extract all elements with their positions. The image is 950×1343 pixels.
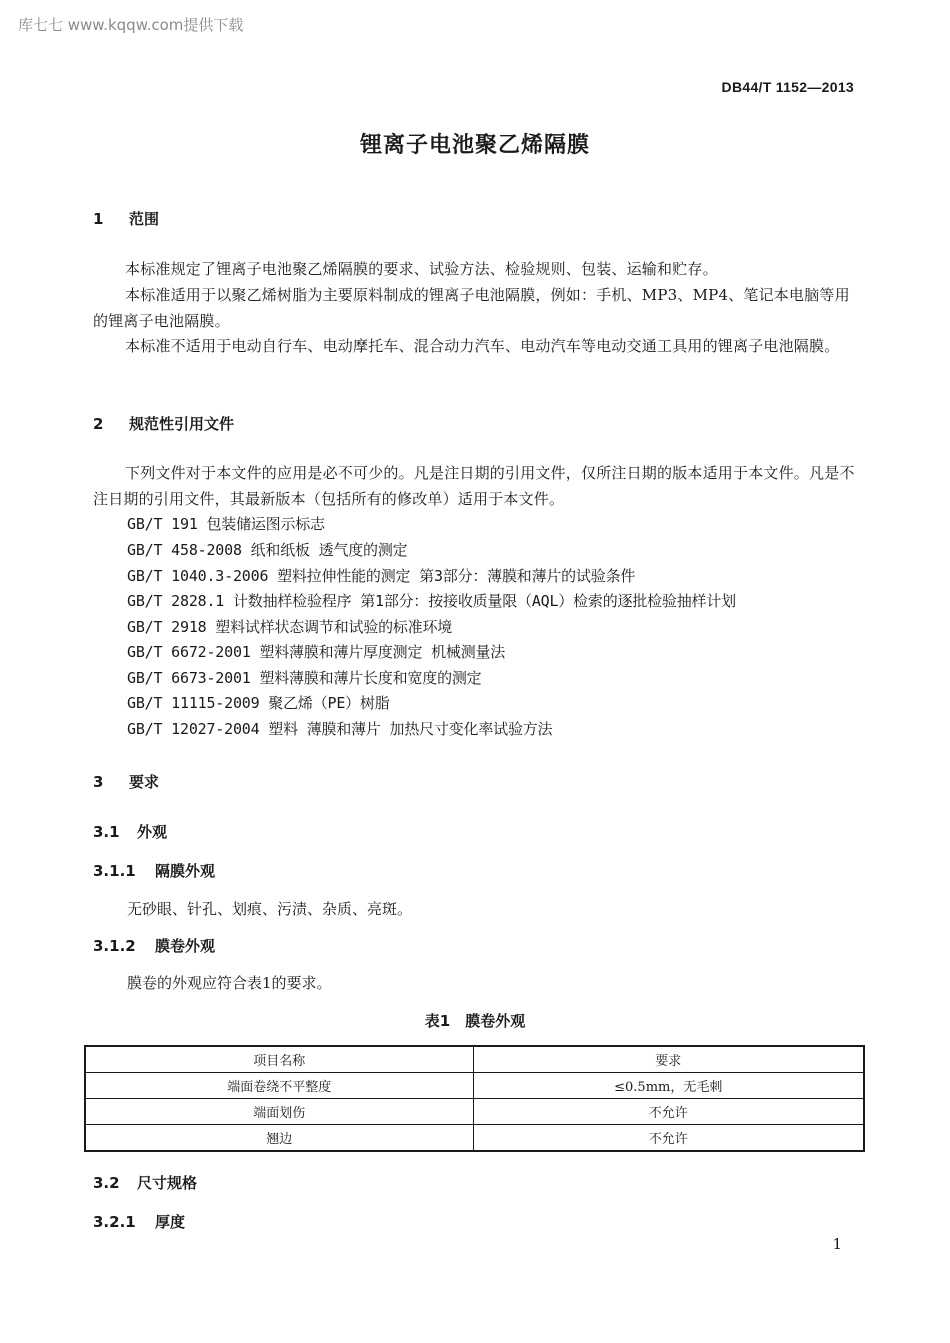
section-number: 3: [93, 773, 104, 791]
section-title: 隔膜外观: [155, 862, 216, 880]
section-2-heading: [93, 413, 234, 434]
watermark-text: 库七七 www.kqqw.com提供下载: [18, 16, 244, 34]
separator-appearance-text: 无砂眼、针孔、划痕、污渍、杂质、亮斑。: [127, 900, 413, 918]
table-row: [85, 1073, 864, 1099]
table-header-cell: 要求: [473, 1046, 864, 1073]
section-title: 外观: [137, 823, 168, 841]
reference-item: GB/T 191 包装储运图示标志: [127, 515, 325, 533]
table-row: [85, 1099, 864, 1125]
table-cell: 端面划伤: [85, 1099, 473, 1125]
section-3-2-1-heading: [93, 1211, 185, 1232]
document-number: DB44/T 1152—2013: [721, 79, 854, 95]
table-cell: 不允许: [473, 1125, 864, 1152]
table-cell: 端面卷绕不平整度: [85, 1073, 473, 1099]
section-number: 1: [93, 210, 104, 228]
section-3-1-heading: [93, 821, 167, 842]
section-number: 3.2: [93, 1174, 120, 1192]
section-number: 3.1: [93, 823, 120, 841]
references-intro: 下列文件对于本文件的应用是必不可少的。凡是注日期的引用文件，仅所注日期的版本适用于本文件。凡是不注日期的引用文件，其最新版本（包括所有的修改单）适用于本文件。: [93, 464, 855, 508]
section-title: 规范性引用文件: [129, 415, 235, 433]
table-header-cell: 项目名称: [85, 1046, 473, 1073]
reference-item: GB/T 1040.3-2006 塑料拉伸性能的测定 第3部分：薄膜和薄片的试验条件: [127, 567, 636, 585]
section-3-heading: [93, 771, 159, 792]
table-cell: 不允许: [473, 1099, 864, 1125]
reference-item: GB/T 6672-2001 塑料薄膜和薄片厚度测定 机械测量法: [127, 643, 506, 661]
section-number: 3.2.1: [93, 1213, 136, 1231]
page-number: 1: [832, 1235, 842, 1253]
scope-paragraph-1: 本标准规定了锂离子电池聚乙烯隔膜的要求、试验方法、检验规则、包装、运输和贮存。: [125, 260, 718, 278]
table-cell: ≤0.5mm，无毛刺: [473, 1073, 864, 1099]
section-title: 尺寸规格: [137, 1174, 198, 1192]
table-cell: 翘边: [85, 1125, 473, 1152]
section-1-heading: [93, 208, 159, 229]
reference-item: GB/T 11115-2009 聚乙烯（PE）树脂: [127, 694, 390, 712]
section-3-1-2-heading: [93, 935, 215, 956]
section-number: 2: [93, 415, 104, 433]
scope-paragraph-2: 本标准适用于以聚乙烯树脂为主要原料制成的锂离子电池隔膜，例如：手机、MP3、MP4、笔记本电脑等用的锂离子电池隔膜。: [93, 286, 850, 330]
reference-item: GB/T 2918 塑料试样状态调节和试验的标准环境: [127, 618, 453, 636]
section-number: 3.1.1: [93, 862, 136, 880]
table-header-row: [85, 1046, 864, 1073]
section-3-2-heading: [93, 1172, 197, 1193]
document-title: 锂离子电池聚乙烯隔膜: [359, 133, 590, 158]
reference-item: GB/T 2828.1 计数抽样检验程序 第1部分：按接收质量限（AQL）检索的逐批检验抽样计划: [127, 592, 736, 610]
section-number: 3.1.2: [93, 937, 136, 955]
table-1-title: 表1 膜卷外观: [424, 1012, 526, 1030]
section-title: 厚度: [155, 1213, 186, 1231]
reference-item: GB/T 6673-2001 塑料薄膜和薄片长度和宽度的测定: [127, 669, 482, 687]
section-title: 要求: [129, 773, 160, 791]
reference-item: GB/T 458-2008 纸和纸板 透气度的测定: [127, 541, 408, 559]
section-3-1-1-heading: [93, 860, 215, 881]
table-1: [84, 1045, 865, 1152]
section-title: 范围: [129, 210, 160, 228]
scope-paragraph-3: 本标准不适用于电动自行车、电动摩托车、混合动力汽车、电动汽车等电动交通工具用的锂离子电池隔膜。: [125, 337, 840, 355]
table-row: [85, 1125, 864, 1152]
section-title: 膜卷外观: [155, 937, 216, 955]
reference-item: GB/T 12027-2004 塑料 薄膜和薄片 加热尺寸变化率试验方法: [127, 720, 553, 738]
roll-appearance-text: 膜卷的外观应符合表1的要求。: [127, 974, 332, 992]
